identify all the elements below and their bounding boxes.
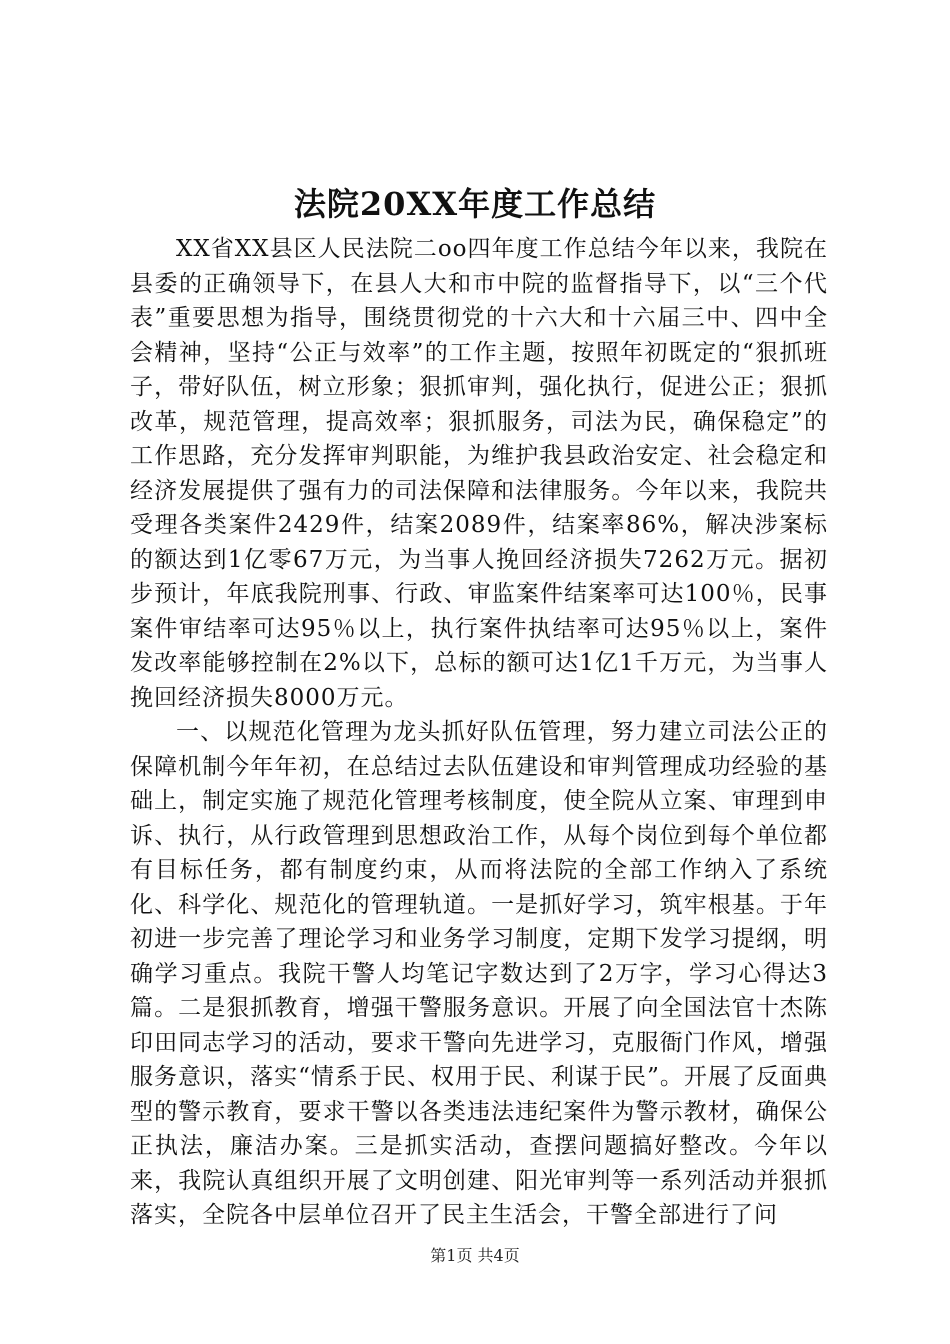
paragraph-intro: XX省XX县区人民法院二oo四年度工作总结今年以来，我院在县委的正确领导下，在县人大和市中院的监督指导下，以“三个代表”重要思想为指导，围绕贯彻党的十六大和十六届三中、四中全会精神，坚持“公正与效率”的工作主题，按照年初既定的“狠抓班子，带好队伍，树立形象；狠抓审判，强化执行，促进公正；狠抓改革，规范管理，提高效率；狠抓服务，司法为民，确保稳定”的工作思路，充分发挥审判职能，为维护我县政治安定、社会稳定和经济发展提供了强有力的司法保障和法律服务。今年以来，我院共受理各类案件2429件，结案2089件，结案率86%，解决涉案标的额达到1亿零67万元，为当事人挽回经济损失7262万元。据初步预计，年底我院刑事、行政、审监案件结案率可达100％，民事案件审结率可达95％以上，执行案件执结率可达95％以上，案件发改率能够控制在2%以下，总标的额可达1亿1千万元，为当事人挽回经济损失8000万元。 bbox=[130, 236, 828, 711]
page-footer: 第1页 共4页 bbox=[430, 1246, 520, 1265]
document-title: 法院20XX年度工作总结 bbox=[293, 185, 657, 223]
document-body bbox=[130, 232, 828, 1233]
paragraph-section-one: 一、以规范化管理为龙头抓好队伍管理，努力建立司法公正的保障机制今年年初，在总结过去队伍建设和审判管理成功经验的基础上，制定实施了规范化管理考核制度，使全院从立案、审理到申诉、执行，从行政管理到思想政治工作，从每个岗位到每个单位都有目标任务，都有制度约束，从而将法院的全部工作纳入了系统化、科学化、规范化的管理轨道。一是抓好学习，筑牢根基。于年初进一步完善了理论学习和业务学习制度，定期下发学习提纲，明确学习重点。我院干警人均笔记字数达到了2万字，学习心得达3篇。二是狠抓教育，增强干警服务意识。开展了向全国法官十杰陈印田同志学习的活动，要求干警向先进学习，克服衙门作风，增强服务意识，落实“情系于民、权用于民、利谋于民”。开展了反面典型的警示教育，要求干警以各类违法违纪案件为警示教材，确保公正执法，廉洁办案。三是抓实活动，查摆问题搞好整改。今年以来，我院认真组织开展了文明创建、阳光审判等一系列活动并狠抓落实，全院各中层单位召开了民主生活会，干警全部进行了问 bbox=[130, 719, 828, 1228]
